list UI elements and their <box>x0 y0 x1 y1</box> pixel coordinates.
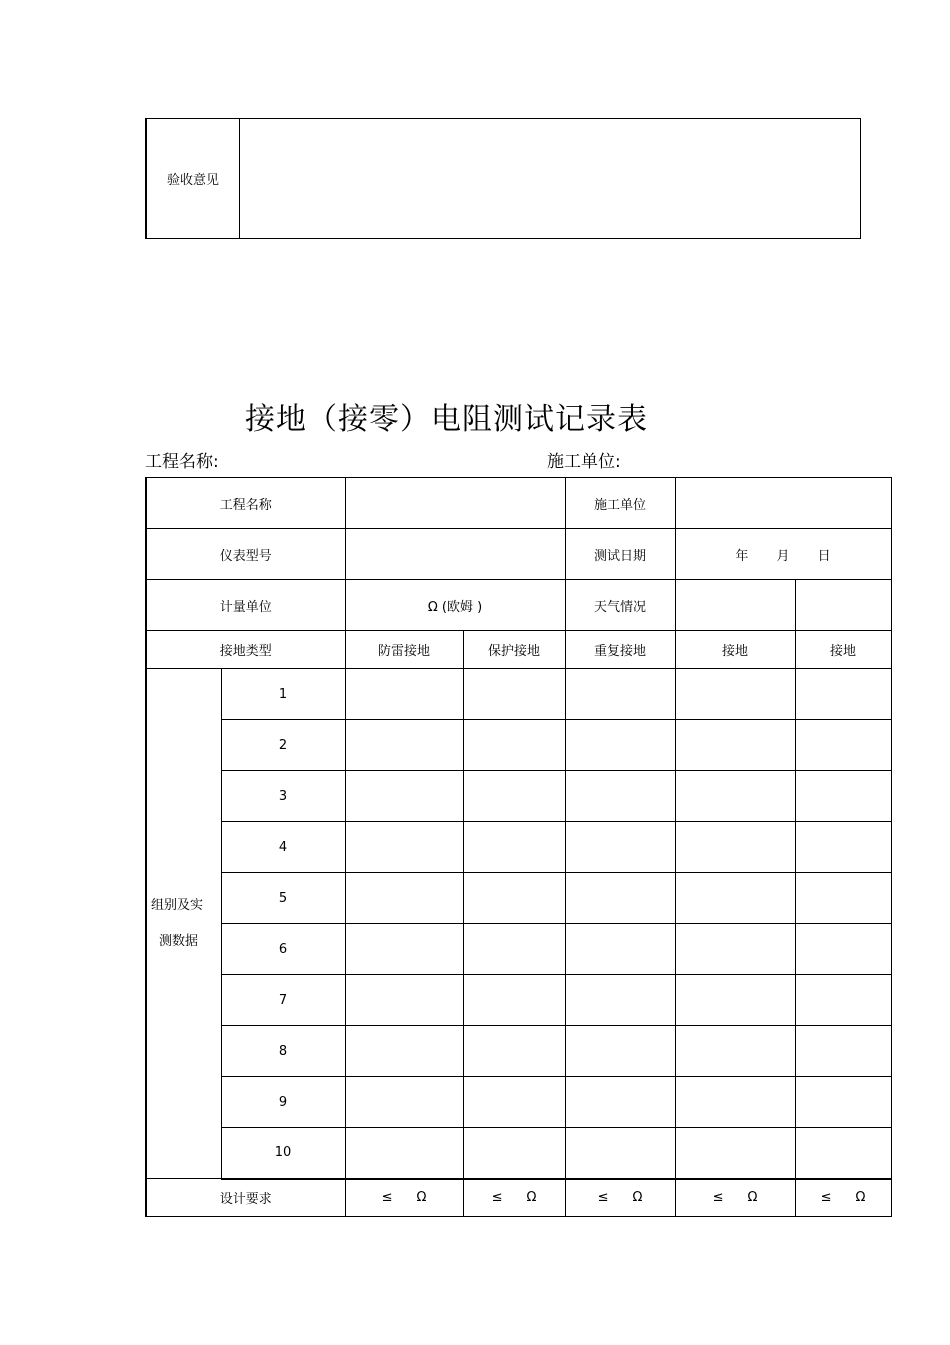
resistance-test-table <box>145 477 892 1217</box>
grounding-type-5: 接地 <box>795 631 891 669</box>
data-cell[interactable] <box>675 822 795 873</box>
data-cell[interactable] <box>345 822 463 873</box>
data-cell[interactable] <box>345 669 463 720</box>
data-cell[interactable] <box>675 1077 795 1128</box>
date-day: 日 <box>817 548 831 564</box>
group-row-number: 5 <box>221 873 345 924</box>
data-cell[interactable] <box>463 822 565 873</box>
group-row-number: 3 <box>221 771 345 822</box>
grounding-type-repeated: 重复接地 <box>565 631 675 669</box>
data-cell[interactable] <box>345 873 463 924</box>
construction-unit-line: 施工单位: <box>547 452 621 472</box>
le-sign: ≤ <box>820 1190 832 1206</box>
group-row-number: 10 <box>221 1128 345 1179</box>
data-cell[interactable] <box>795 669 891 720</box>
project-name-value[interactable] <box>345 478 565 529</box>
data-cell[interactable] <box>795 924 891 975</box>
group-row-number: 9 <box>221 1077 345 1128</box>
data-cell[interactable] <box>795 1077 891 1128</box>
acceptance-table <box>145 118 861 239</box>
data-cell[interactable] <box>795 771 891 822</box>
ohm-unit: Ω <box>416 1190 427 1206</box>
construction-unit-value[interactable] <box>675 478 891 529</box>
grounding-type-label: 接地类型 <box>146 631 345 669</box>
ohm-unit: Ω <box>526 1190 537 1206</box>
data-cell[interactable] <box>565 1128 675 1179</box>
data-cell[interactable] <box>565 720 675 771</box>
acceptance-label: 验收意见 <box>146 119 240 239</box>
data-cell[interactable] <box>675 873 795 924</box>
design-requirement-value[interactable] <box>345 1179 463 1217</box>
group-data-label-line1: 组别及实 <box>151 897 204 913</box>
design-requirement-value[interactable] <box>795 1179 891 1217</box>
project-name-line: 工程名称: <box>145 452 219 472</box>
data-cell[interactable] <box>345 1128 463 1179</box>
design-requirement-value[interactable] <box>463 1179 565 1217</box>
data-cell[interactable] <box>565 822 675 873</box>
ohm-unit: Ω <box>747 1190 758 1206</box>
grounding-type-lightning: 防雷接地 <box>345 631 463 669</box>
date-year: 年 <box>735 548 749 564</box>
data-cell[interactable] <box>565 771 675 822</box>
data-cell[interactable] <box>675 1128 795 1179</box>
group-data-label-line2: 测数据 <box>159 933 199 949</box>
group-data-label <box>146 669 221 1179</box>
data-cell[interactable] <box>463 669 565 720</box>
test-date-label: 测试日期 <box>565 529 675 580</box>
group-row-number: 8 <box>221 1026 345 1077</box>
data-cell[interactable] <box>675 975 795 1026</box>
date-month: 月 <box>776 548 790 564</box>
le-sign: ≤ <box>712 1190 724 1206</box>
data-cell[interactable] <box>795 975 891 1026</box>
group-row-number: 7 <box>221 975 345 1026</box>
le-sign: ≤ <box>491 1190 503 1206</box>
data-cell[interactable] <box>463 771 565 822</box>
data-cell[interactable] <box>463 1077 565 1128</box>
group-row-number: 4 <box>221 822 345 873</box>
data-cell[interactable] <box>345 975 463 1026</box>
weather-extra[interactable] <box>795 580 891 631</box>
weather-label: 天气情况 <box>565 580 675 631</box>
data-cell[interactable] <box>675 720 795 771</box>
acceptance-content[interactable] <box>240 119 861 239</box>
data-cell[interactable] <box>565 924 675 975</box>
data-cell[interactable] <box>463 924 565 975</box>
data-cell[interactable] <box>565 1077 675 1128</box>
data-cell[interactable] <box>345 720 463 771</box>
data-cell[interactable] <box>345 1026 463 1077</box>
data-cell[interactable] <box>565 873 675 924</box>
test-date-value[interactable] <box>675 529 891 580</box>
data-cell[interactable] <box>795 873 891 924</box>
meter-model-value[interactable] <box>345 529 565 580</box>
measure-unit-label: 计量单位 <box>146 580 345 631</box>
data-cell[interactable] <box>463 1026 565 1077</box>
data-cell[interactable] <box>463 720 565 771</box>
le-sign: ≤ <box>381 1190 393 1206</box>
design-requirement-value[interactable] <box>675 1179 795 1217</box>
data-cell[interactable] <box>795 1026 891 1077</box>
design-requirement-value[interactable] <box>565 1179 675 1217</box>
le-sign: ≤ <box>597 1190 609 1206</box>
group-row-number: 1 <box>221 669 345 720</box>
measure-unit-value: Ω (欧姆 ) <box>345 580 565 631</box>
data-cell[interactable] <box>345 924 463 975</box>
data-cell[interactable] <box>565 975 675 1026</box>
project-name-label: 工程名称 <box>146 478 345 529</box>
data-cell[interactable] <box>463 1128 565 1179</box>
design-requirement-label: 设计要求 <box>146 1179 345 1217</box>
group-row-number: 6 <box>221 924 345 975</box>
data-cell[interactable] <box>345 1077 463 1128</box>
grounding-type-4: 接地 <box>675 631 795 669</box>
data-cell[interactable] <box>463 873 565 924</box>
data-cell[interactable] <box>345 771 463 822</box>
data-cell[interactable] <box>565 669 675 720</box>
data-cell[interactable] <box>675 1026 795 1077</box>
data-cell[interactable] <box>675 771 795 822</box>
data-cell[interactable] <box>675 924 795 975</box>
data-cell[interactable] <box>795 822 891 873</box>
data-cell[interactable] <box>795 1128 891 1179</box>
data-cell[interactable] <box>675 669 795 720</box>
data-cell[interactable] <box>565 1026 675 1077</box>
group-row-number: 2 <box>221 720 345 771</box>
data-cell[interactable] <box>795 720 891 771</box>
meter-model-label: 仪表型号 <box>146 529 345 580</box>
data-cell[interactable] <box>463 975 565 1026</box>
document-title: 接地（接零）电阻测试记录表 <box>245 402 648 437</box>
construction-unit-label: 施工单位 <box>565 478 675 529</box>
grounding-type-protective: 保护接地 <box>463 631 565 669</box>
ohm-unit: Ω <box>855 1190 866 1206</box>
weather-value[interactable] <box>675 580 795 631</box>
ohm-unit: Ω <box>632 1190 643 1206</box>
